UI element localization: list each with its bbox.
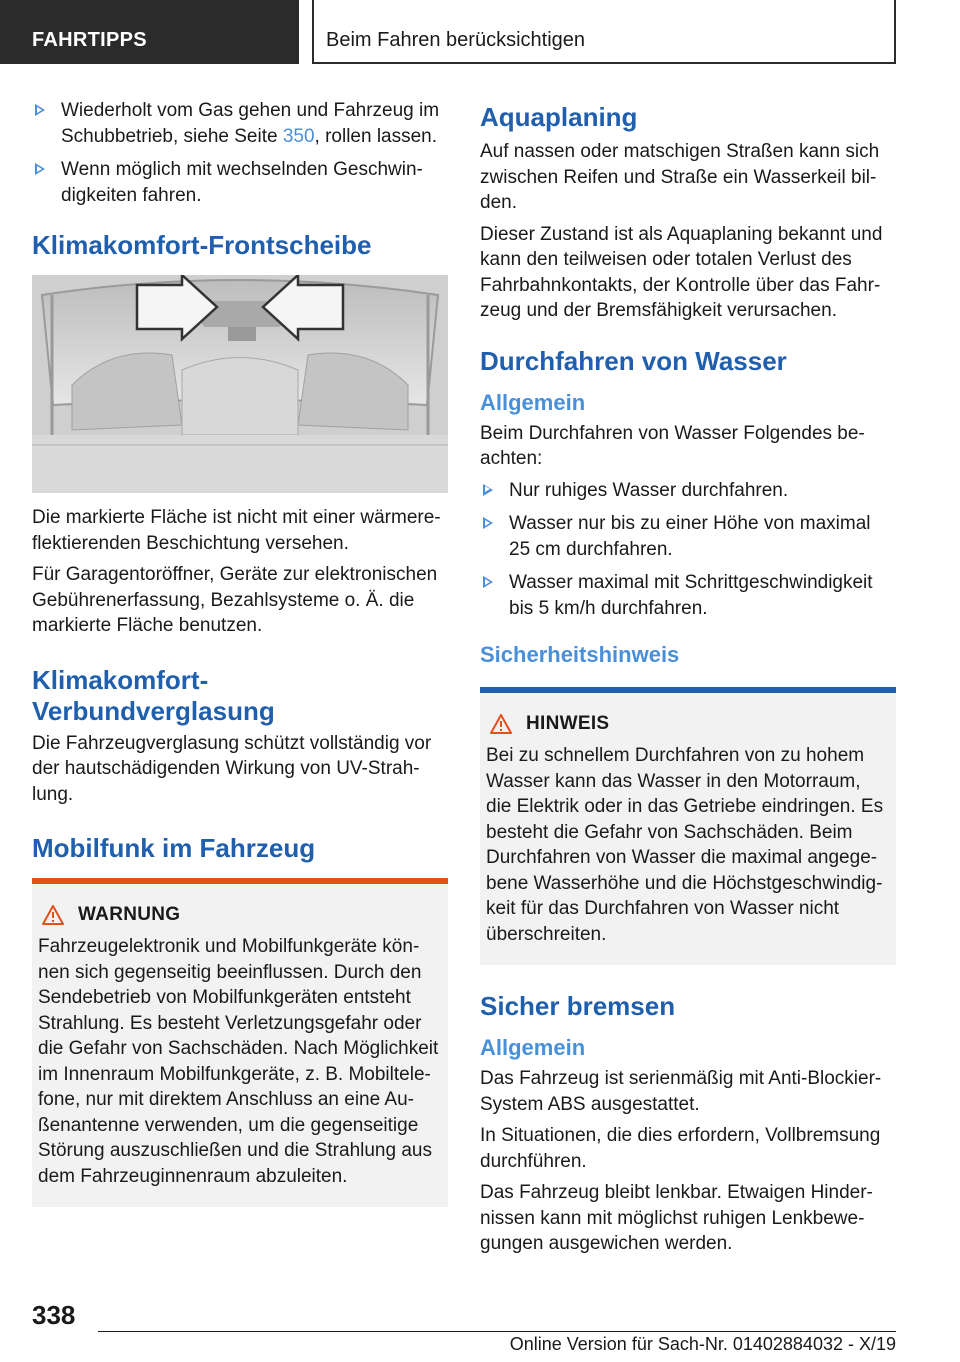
list-item — [480, 478, 896, 504]
bullet-triangle-icon — [35, 104, 45, 116]
subheading-sicherheitshinweis: Sicherheitshinweis — [480, 642, 680, 667]
bullet-text: Wasser maximal mit Schrittgeschwindigkeit bis 5 km/h durchfahren. — [509, 572, 873, 619]
paragraph: Beim Durchfahren von Wasser Folgendes be-achten: — [480, 422, 865, 469]
header-chapter-title: Beim Fahren berücksichtigen — [326, 29, 586, 51]
subheading-allgemein: Allgemein — [480, 389, 586, 415]
bullet-triangle-icon — [483, 484, 493, 496]
list-item — [32, 157, 448, 208]
footer-version: Online Version für Sach-Nr. 01402884032 - X/19 — [509, 1334, 896, 1354]
heading-durchfahren-wasser: Durchfahren von Wasser — [480, 345, 787, 376]
water-tips-list — [480, 478, 896, 622]
bullet-text: Wenn möglich mit wechselnden Geschwin-digkeiten fahren. — [61, 159, 423, 206]
paragraph: Die Fahrzeugverglasung schützt vollständig vor der hautschädigenden Wirkung von UV-Strah-lung. — [32, 732, 432, 805]
bullet-text: Nur ruhiges Wasser durchfahren. — [509, 479, 789, 501]
heading-aquaplaning: Aquaplaning — [480, 102, 638, 132]
bullet-text: Wiederholt vom Gas gehen und Fahrzeug im Schubbetrieb, siehe Seite — [61, 100, 440, 147]
bullet-triangle-icon — [483, 517, 493, 529]
page-link[interactable]: 350 — [282, 125, 315, 147]
warning-box — [32, 878, 448, 1207]
list-item — [32, 98, 448, 149]
left-column — [32, 98, 448, 1207]
paragraph: In Situationen, die dies erfordern, Vollbremsung durchführen. — [480, 1125, 881, 1172]
heading-line: Klimakomfort- — [32, 664, 209, 695]
subheading-allgemein: Allgemein — [480, 1035, 586, 1060]
paragraph: Das Fahrzeug ist serienmäßig mit Anti-Blockier-System ABS ausgestattet. — [480, 1068, 882, 1115]
paragraph: Die markierte Fläche ist nicht mit einer wärmere-flektierenden Beschichtung versehen. — [32, 507, 441, 554]
list-item — [480, 570, 896, 621]
bullet-text: , rollen lassen. — [314, 125, 438, 147]
header-section-title: FAHRTIPPS — [32, 29, 147, 51]
bullet-triangle-icon — [483, 576, 493, 588]
list-item — [480, 511, 896, 562]
warning-triangle-icon — [42, 905, 64, 925]
heading-frontscheibe: Klimakomfort-Frontscheibe — [32, 230, 372, 260]
car-interior-image — [32, 275, 448, 493]
warning-triangle-icon — [490, 714, 512, 734]
header-chapter-tab — [312, 0, 896, 64]
bullet-triangle-icon — [35, 163, 45, 175]
warning-header — [38, 904, 440, 926]
paragraph: Auf nassen oder matschigen Straßen kann sich zwischen Reifen und Straße ein Wasserkeil bil-den. — [480, 141, 880, 213]
footer-divider — [98, 1331, 896, 1332]
bullet-text: Wasser nur bis zu einer Höhe von maximal 25 cm durchfahren. — [509, 513, 871, 560]
right-column — [480, 98, 896, 1263]
heading-line: Verbundverglasung — [32, 695, 275, 726]
heading-verbundverglasung — [32, 665, 448, 727]
paragraph: Das Fahrzeug bleibt lenkbar. Etwaigen Hinder-nissen kann mit möglichst ruhigen Lenkbewe-gungen ausgewichen werden. — [480, 1182, 873, 1254]
heading-sicher-bremsen: Sicher bremsen — [480, 991, 676, 1021]
header-section-tab — [0, 0, 299, 64]
note-header — [486, 713, 888, 735]
driving-tips-list — [32, 98, 448, 208]
note-text: Bei zu schnellem Durchfahren von zu hohem Wasser kann das Wasser in den Motorraum, die Elektrik oder in das Getriebe eindringen. Es besteht die Gefahr von Sachschäden. Beim Durchfahren von Wasser die maximal angege-bene Wasserhöhe und die Höchstgeschwindig-keit für das Durchfahren von Wasser nicht überschreiten. — [486, 745, 884, 945]
windshield-figure — [32, 275, 448, 493]
note-box — [480, 687, 896, 965]
warning-text: Fahrzeugelektronik und Mobilfunkgeräte kön-nen sich gegenseitig beeinflussen. Durch den Sendebetrieb von Mobilfunkgeräten entsteht Strahlung. Es besteht Verletzungsgefahr oder die Gefahr von Sachschäden. Nach Möglichkeit im Innenraum Mobilfunkgeräte, z. B. Mobiltele-fone, nur mit direktem Anschluss an eine Au-ßenantenne verwenden, um die gegenseitige Störung auszuschließen und die Strahlung aus dem Fahrzeuginnenraum abzuleiten. — [38, 936, 439, 1187]
warning-label: WARNUNG — [78, 904, 181, 925]
page-number: 338 — [32, 1300, 76, 1330]
paragraph: Dieser Zustand ist als Aquaplaning bekannt und kann den teilweisen oder totalen Verlust des Fahrbahnkontakts, der Kontrolle über das Fahr-zeug und der Bremsfähigkeit verursachen. — [480, 223, 883, 321]
paragraph: Für Garagentoröffner, Geräte zur elektronischen Gebührenerfassung, Bezahlsysteme o. Ä. die markierte Fläche benutzen. — [32, 564, 438, 636]
note-label: HINWEIS — [526, 713, 610, 734]
heading-mobilfunk: Mobilfunk im Fahrzeug — [32, 833, 316, 863]
